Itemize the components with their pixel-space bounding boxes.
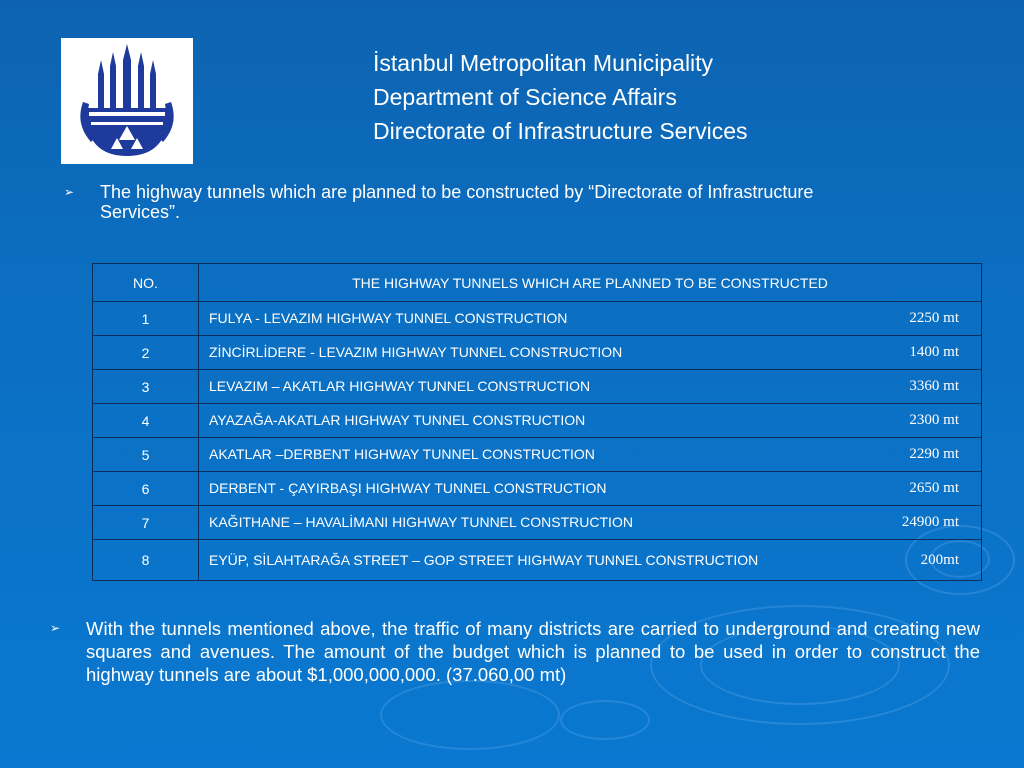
summary-bullet: [50, 617, 980, 686]
tunnel-cell: [199, 438, 982, 472]
arrow-bullet-icon: ➢: [64, 185, 75, 199]
row-number: 6: [93, 472, 199, 506]
intro-bullet: [64, 182, 894, 222]
row-number: 8: [93, 540, 199, 581]
tunnel-length: 2290 mt: [909, 446, 959, 462]
tunnel-cell: [199, 370, 982, 404]
tunnel-name: EYÜP, SİLAHTARAĞA STREET – GOP STREET HIGHWAY TUNNEL CONSTRUCTION: [209, 551, 759, 568]
table-row: [93, 506, 982, 540]
header-line-department: Department of Science Affairs: [373, 84, 677, 110]
table-row: [93, 404, 982, 438]
municipality-logo: [61, 38, 193, 164]
table-row: [93, 438, 982, 472]
tunnel-cell: [199, 472, 982, 506]
tunnel-cell: [199, 540, 982, 581]
tunnel-length: 24900 mt: [901, 514, 959, 530]
tunnels-table: [92, 263, 982, 581]
header-line-directorate: Directorate of Infrastructure Services: [373, 118, 748, 144]
table-row: [93, 540, 982, 581]
tunnel-cell: [199, 404, 982, 438]
tunnel-length: 1400 mt: [909, 344, 959, 360]
arrow-bullet-icon: ➢: [50, 621, 61, 635]
table-row: [93, 336, 982, 370]
tunnel-cell: [199, 506, 982, 540]
table-row: [93, 302, 982, 336]
row-number: 2: [93, 336, 199, 370]
intro-text: The highway tunnels which are planned to be constructed by “Directorate of Infrastructure Services”.: [100, 182, 814, 222]
decorative-ripple: [560, 700, 650, 740]
table-row: [93, 472, 982, 506]
row-number: 1: [93, 302, 199, 336]
tunnel-name: LEVAZIM – AKATLAR HIGHWAY TUNNEL CONSTRUCTION: [209, 378, 591, 394]
tunnel-name: DERBENT - ÇAYIRBAŞI HIGHWAY TUNNEL CONSTRUCTION: [209, 480, 607, 496]
tunnel-length: 2250 mt: [909, 310, 959, 326]
summary-text: With the tunnels mentioned above, the traffic of many districts are carried to underground and creating new squares and avenues. The amount of the budget which is planned to be used in order to construct the highway tunnels are about $1,000,000,000. (37.060,00 mt): [86, 618, 980, 685]
tunnel-name: AYAZAĞA-AKATLAR HIGHWAY TUNNEL CONSTRUCTION: [209, 412, 586, 428]
column-header-title: THE HIGHWAY TUNNELS WHICH ARE PLANNED TO BE CONSTRUCTED: [199, 264, 982, 302]
tunnel-length: 3360 mt: [909, 378, 959, 394]
tunnel-length: 2650 mt: [909, 480, 959, 496]
tunnel-name: KAĞITHANE – HAVALİMANI HIGHWAY TUNNEL CONSTRUCTION: [209, 514, 633, 530]
row-number: 3: [93, 370, 199, 404]
tunnel-cell: [199, 336, 982, 370]
decorative-ripple: [380, 680, 560, 750]
tunnel-length: 2300 mt: [909, 412, 959, 428]
tunnel-name: AKATLAR –DERBENT HIGHWAY TUNNEL CONSTRUCTION: [209, 446, 595, 462]
row-number: 4: [93, 404, 199, 438]
tunnel-length: 200mt: [920, 551, 959, 568]
tunnel-name: ZİNCİRLİDERE - LEVAZIM HIGHWAY TUNNEL CONSTRUCTION: [209, 344, 623, 360]
tunnel-cell: [199, 302, 982, 336]
column-header-no: NO.: [93, 264, 199, 302]
row-number: 7: [93, 506, 199, 540]
header-line-municipality: İstanbul Metropolitan Municipality: [373, 50, 714, 76]
tunnel-name: FULYA - LEVAZIM HIGHWAY TUNNEL CONSTRUCTION: [209, 310, 568, 326]
table-header-row: [93, 264, 982, 302]
page-header: [373, 46, 748, 148]
row-number: 5: [93, 438, 199, 472]
municipality-logo-icon: [61, 38, 193, 164]
table-row: [93, 370, 982, 404]
